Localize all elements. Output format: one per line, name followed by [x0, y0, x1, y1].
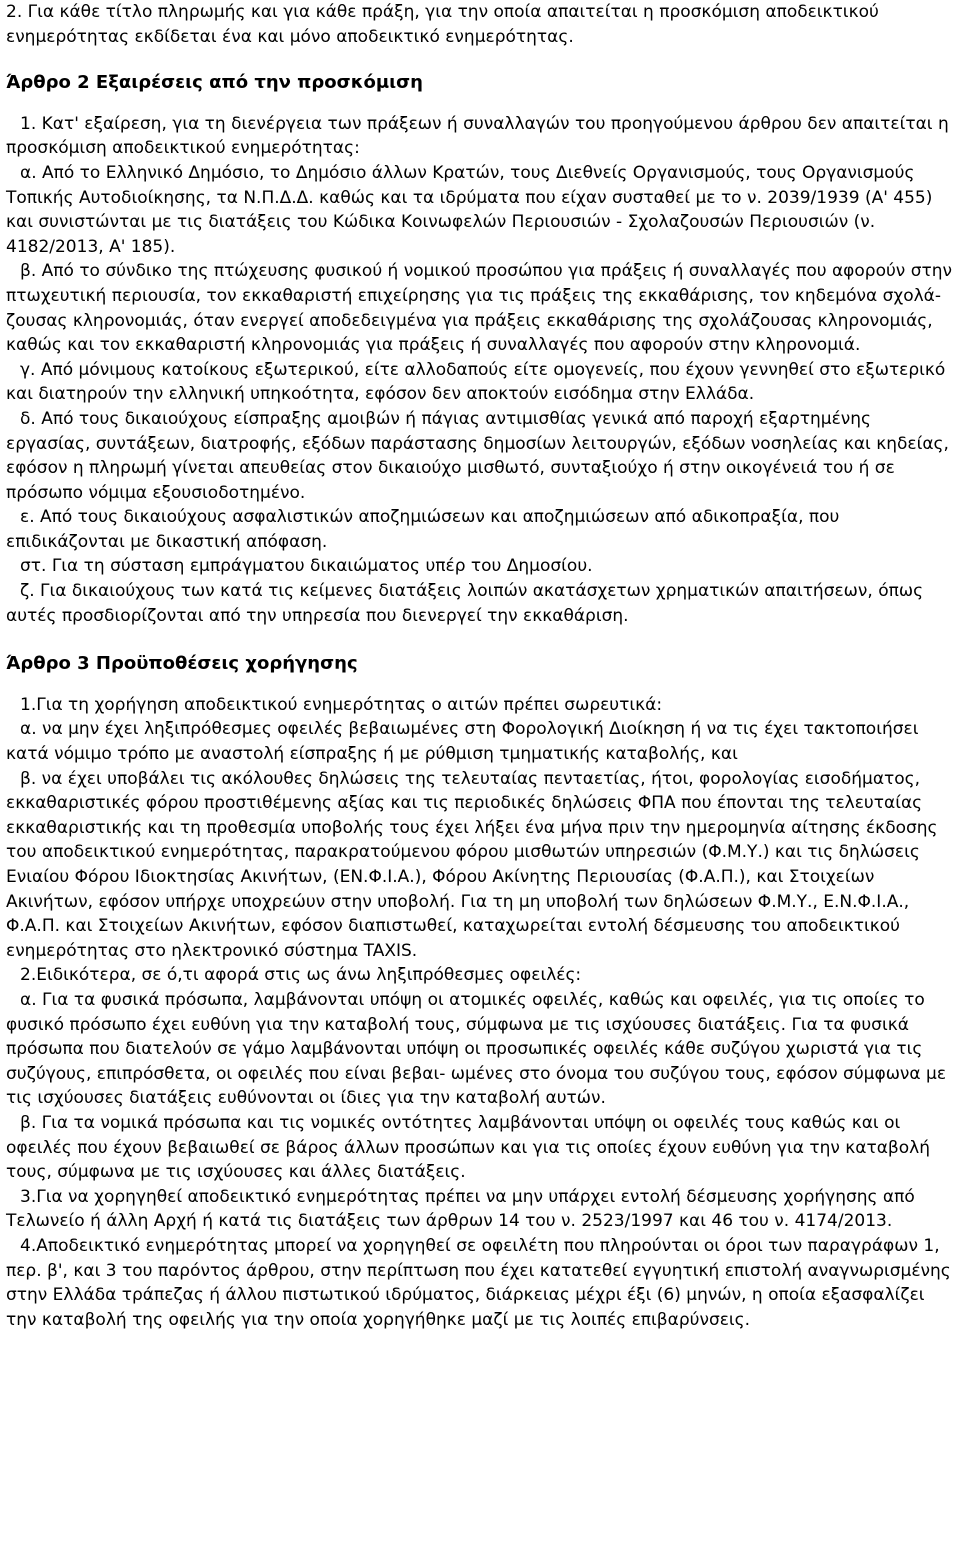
spacer: [6, 628, 952, 652]
article2-intro: 1. Κατ' εξαίρεση, για τη διενέργεια των πράξεων ή συναλλαγών του προηγούμενου άρθρου δεν απαιτείται η προσκόμιση αποδεικτικού ενημερότητας:: [6, 113, 949, 159]
article2-item-a: α. Από το Ελληνικό Δημόσιο, το Δημόσιο άλλων Κρατών, τους Διεθνείς Οργανισμούς, τους Οργανισμούς Τοπικής Αυτοδιοίκησης, τα Ν.Π.Δ.Δ. καθώς και τα ιδρύματα που είχαν συσταθεί με το ν. 2039/1939 (Α' 455) και συνιστώνται με τις διατάξεις του Κώδικα Κοινωφελών Περιουσιών - Σχολαζουσών Περιουσιών (ν. 4182/2013, Α' 185).: [6, 162, 933, 257]
spacer: [6, 49, 952, 71]
article3-paragraph-1b: β. να έχει υποβάλει τις ακόλουθες δηλώσεις της τελευταίας πενταετίας, ήτοι, φορολογίας εισοδήματος, εκκαθαριστικές φόρου προστιθέμενης αξίας και τις περιοδικές δηλώσεις ΦΠΑ που έπονται της τελευταίας εκκαθαριστικής και τη προθεσμία υποβολής τους έχει λήξει ένα μήνα πριν την ημερομηνία αίτησης έκδοσης του αποδεικτικού ενημερότητας, παρακρατούμενου φόρου μισθωτών υπηρεσιών (Φ.Μ.Υ.) και τις δηλώσεις Ενιαίου Φόρου Ιδιοκτησίας Ακινήτων, (ΕΝ.Φ.Ι.Α.), Φόρου Ακίνητης Περιουσίας (Φ.Α.Π.), και Στοιχείων Ακινήτων, εφόσον υπήρχε υποχρεώυν στην υποβολή. Για τη μη υποβολή των δηλώσεων Φ.Μ.Υ., Ε.Ν.Φ.Ι.Α., Φ.Α.Π. και Στοιχείων Ακινήτων, εφόσον διαπιστωθεί, καταχωρείται εντολή δέσμευσης του αποδεικτικού ενημερότητας στο ηλεκτρονικό σύστημα TAXIS.: [6, 768, 938, 961]
article3-paragraph-1: 1.Για τη χορήγηση αποδεικτικού ενημερότητας ο αιτών πρέπει σωρευτικά:: [20, 694, 663, 715]
article3-paragraph-3: 3.Για να χορηγηθεί αποδεικτικό ενημερότητας πρέπει να μην υπάρχει εντολή δέσμευσης χορήγησης από Τελωνείο ή άλλη Αρχή ή κατά τις διατάξεις των άρθρων 14 του ν. 2523/1997 και 46 του ν. 4174/2013.: [6, 1186, 915, 1232]
article2-heading: Άρθρο 2 Εξαιρέσεις από την προσκόμιση: [6, 72, 423, 94]
article2-item-d: δ. Από τους δικαιούχους είσπραξης αμοιβών ή πάγιας αντιμισθίας γενικά από παροχή εξαρτημένης εργασίας, συντάξεων, διατροφής, εξόδων παράστασης δημοσίων λειτουργών, εξόδων νοσηλείας και κηδείας, εφόσον η πληρωμή γίνεται απευθείας στον δικαιούχο μισθωτό, συνταξιούχο ή στην οικογένειά του ή σε πρόσωπο νόμιμα εξουσιοδοτημένο.: [6, 408, 949, 503]
article3-paragraph-2: 2.Ειδικότερα, σε ό,τι αφορά στις ως άνω ληξιπρόθεσμες οφειλές:: [20, 965, 582, 986]
spacer: [6, 96, 952, 112]
article3-paragraph-2a: α. Για τα φυσικά πρόσωπα, λαμβάνονται υπόψη οι ατομικές οφειλές, καθώς και οφειλές, για τις οποίες το φυσικό πρόσωπο έχει ευθύνη για την καταβολή τους, σύμφωνα με τις ισχύουσες διατάξεις. Για τα φυσικά πρόσωπα που διατελούν σε γάμο λαμβάνονται υπόψη οι προσωπικές οφειλές κάθε συζύγου χωριστά για τις συζύγους, επιπρόσθετα, οι οφειλές που είναι βεβαι- ωμένες στο όνομα του συζύγου τους, εφόσον σύμφωνα με τις ισχύουσες διατάξεις ευθύνονται οι ίδιες για την καταβολή αυτών.: [6, 989, 947, 1109]
article3-paragraph-4: 4.Αποδεικτικό ενημερότητας μπορεί να χορηγηθεί σε οφειλέτη που πληρούνται οι όροι των παραγράφων 1, περ. β', και 3 του παρόντος άρθρου, στην περίπτωση που έχει κατατεθεί εγγυητική επιστολή αναγνωρισμένης στην Ελλάδα τράπεζας ή άλλου πιστωτικού ιδρύματος, διάρκειας μέχρι έξι (6) μηνών, η οποία εξασφαλίζει την καταβολή της οφειλής για την οποία χορηγήθηκε μαζί με τις λοιπές επιβαρύνσεις.: [6, 1235, 951, 1330]
article2-item-st: στ. Για τη σύσταση εμπράγματου δικαιώματος υπέρ του Δημοσίου.: [20, 556, 593, 577]
article2-item-b: β. Από το σύνδικο της πτώχευσης φυσικού ή νομικού προσώπου για πράξεις ή συναλλαγές που αφορούν στην πτωχευτική περιουσία, τον εκκαθαριστή επιχείρησης για τις πράξεις της εκκαθάρισης, τον κηδεμόνα σχολά- ζουσας κληρονομιάς, όταν ενεργεί αποδεδειγμένα για πράξεις εκκαθάρισης της σχολάζουσας κληρονομιάς, καθώς και τον εκκαθαριστή κληρονομιάς για πράξεις ή συναλλαγές που αφορούν στην κληρονομιά.: [6, 261, 952, 356]
article3-heading: Άρθρο 3 Προϋποθέσεις χορήγησης: [6, 653, 358, 675]
article2-item-z: ζ. Για δικαιούχους των κατά τις κείμενες διατάξεις λοιπών ακατάσχετων χρηματικών απαιτήσεων, όπως αυτές προσδιορίζονται από την υπηρεσία που διενεργεί την εκκαθάριση.: [6, 581, 924, 626]
article3-paragraph-1a: α. να μην έχει ληξιπρόθεσμες οφειλές βεβαιωμένες στη Φορολογική Διοίκηση ή να τις έχει τακτοποιήσει κατά νόμιμο τρόπο με αναστολή είσπραξης ή με ρύθμιση τμηματικής καταβολής, και: [6, 719, 919, 765]
article1-paragraph-2: 2. Για κάθε τίτλο πληρωμής και για κάθε πράξη, για την οποία απαιτείται η προσκόμιση αποδεικτικού ενημερότητας εκδίδεται ένα και μόνο αποδεικτικό ενημερότητας.: [6, 2, 879, 47]
article2-item-e: ε. Από τους δικαιούχους ασφαλιστικών αποζημιώσεων και αποζημιώσεων από αδικοπραξία, που επιδικάζονται με δικαστική απόφαση.: [6, 507, 840, 552]
article2-item-c: γ. Από μόνιμους κατοίκους εξωτερικού, είτε αλλοδαπούς είτε ομογενείς, που έχουν γεννηθεί στο εξωτερικό και διατηρούν την ελληνική υπηκοότητα, εφόσον δεν αποκτούν εισόδημα στην Ελλάδα.: [6, 359, 946, 405]
spacer: [6, 677, 952, 693]
article3-paragraph-2b: β. Για τα νομικά πρόσωπα και τις νομικές οντότητες λαμβάνονται υπόψη οι οφειλές τους καθώς και οι οφειλές που έχουν βεβαιωθεί σε βάρος άλλων προσώπων και για τις οποίες έχουν ευθύνη για την καταβολή τους, σύμφωνα με τις ισχύουσες και άλλες διατάξεις.: [6, 1112, 931, 1183]
